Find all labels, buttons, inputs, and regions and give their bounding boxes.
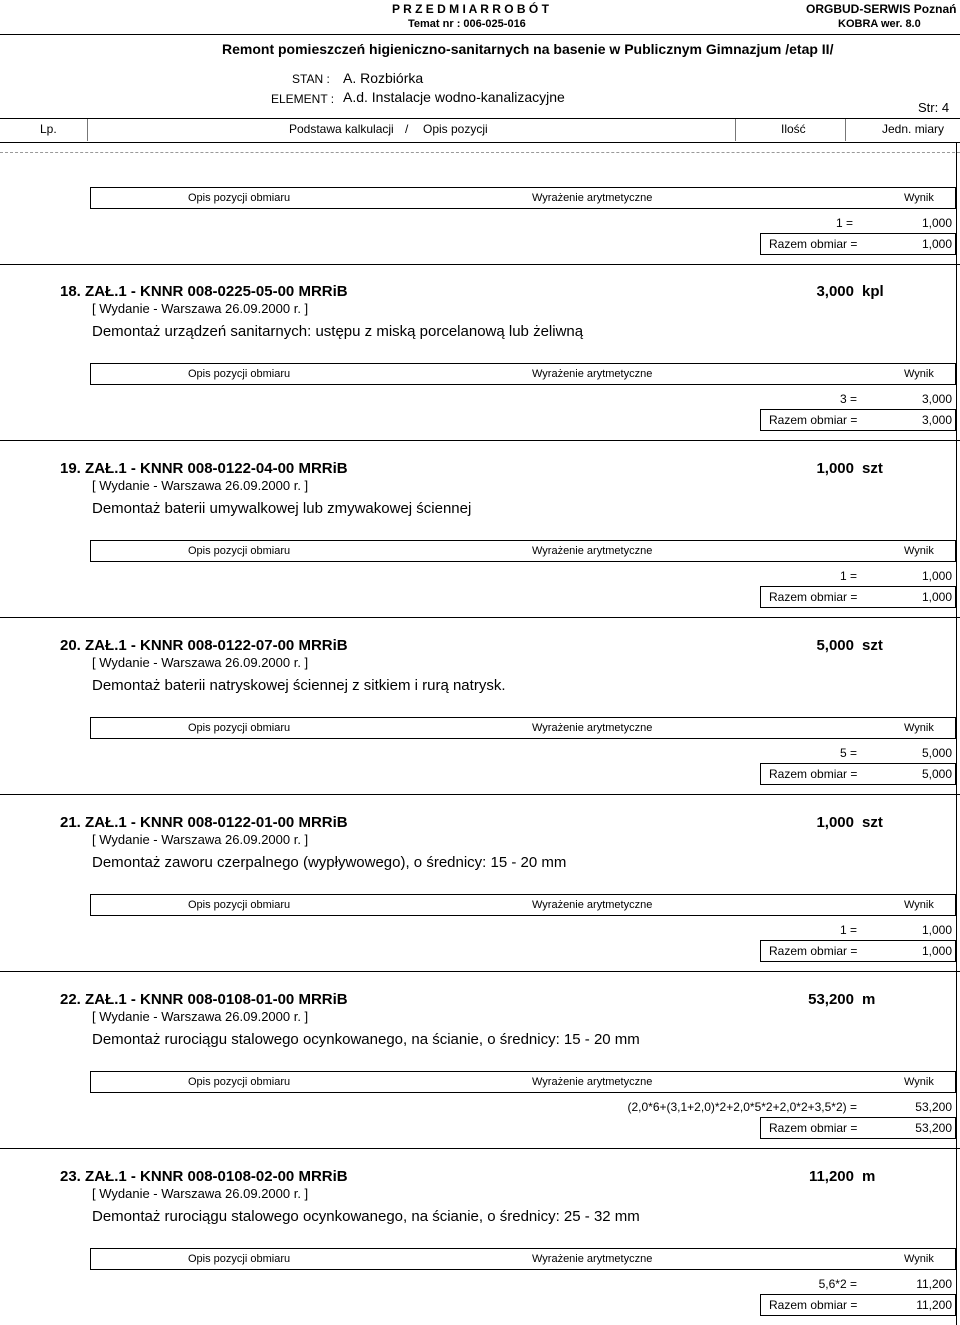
- measurement-result: 5,000: [921, 746, 952, 760]
- item-description: Demontaż rurociągu stalowego ocynkowanego, na ścianie, o średnicy: 25 - 32 mm: [92, 1208, 640, 1225]
- measurement-total-label: Razem obmiar =: [769, 237, 858, 251]
- measurement-result-header: Wynik: [904, 722, 934, 734]
- measurement-expression-header: Wyrażenie arytmetyczne: [532, 1253, 653, 1265]
- item-unit: szt: [862, 814, 883, 831]
- item-edition: [ Wydanie - Warszawa 26.09.2000 r. ]: [92, 1186, 309, 1201]
- item-description: Demontaż urządzeń sanitarnych: ustępu z miską porcelanową lub żeliwną: [92, 323, 584, 340]
- section-separator: [0, 794, 960, 795]
- section-separator: [0, 971, 960, 972]
- item-basis-code: ZAŁ.1 - KNNR 008-0122-07-00 MRRiB: [85, 637, 348, 654]
- measurement-expression: 1 =: [836, 216, 854, 230]
- measurement-total-label: Razem obmiar =: [769, 944, 858, 958]
- measurement-expression: 5 =: [839, 746, 857, 760]
- item-unit: szt: [862, 637, 883, 654]
- section-separator: [0, 440, 960, 441]
- measurement-header: [90, 1071, 956, 1093]
- item-number: 22.: [60, 991, 81, 1008]
- item-quantity: 11,200: [808, 1168, 854, 1185]
- item-edition: [ Wydanie - Warszawa 26.09.2000 r. ]: [92, 655, 309, 670]
- measurement-total-value: 1,000: [921, 590, 952, 604]
- measurement-total-value: 53,200: [915, 1121, 952, 1135]
- section-separator: [0, 264, 960, 265]
- stan-value: A. Rozbiórka: [343, 70, 424, 86]
- item-unit: szt: [862, 460, 883, 477]
- measurement-expression: 1 =: [839, 569, 857, 583]
- header-rule: [0, 34, 960, 35]
- measurement-header: [90, 717, 956, 739]
- measurement-expression: 1 =: [839, 923, 857, 937]
- measurement-total-label: Razem obmiar =: [769, 413, 858, 427]
- measurement-result: 53,200: [915, 1100, 952, 1114]
- item-quantity: 1,000: [816, 814, 854, 831]
- stan-label: STAN :: [292, 72, 330, 86]
- measurement-desc-header: Opis pozycji obmiaru: [188, 899, 291, 911]
- measurement-total-label: Razem obmiar =: [769, 767, 858, 781]
- measurement-header: [90, 1248, 956, 1270]
- section-separator: [0, 617, 960, 618]
- measurement-total-label: Razem obmiar =: [769, 590, 858, 604]
- measurement-header: [90, 894, 956, 916]
- measurement-result-header: Wynik: [904, 545, 934, 557]
- col-slash: /: [405, 122, 409, 136]
- item-edition: [ Wydanie - Warszawa 26.09.2000 r. ]: [92, 1009, 309, 1024]
- item-description: Demontaż baterii umywalkowej lub zmywakowej ściennej: [92, 500, 472, 517]
- measurement-desc-header: Opis pozycji obmiaru: [188, 368, 291, 380]
- col-unit: Jedn. miary: [882, 122, 945, 136]
- col-lp: Lp.: [40, 122, 57, 136]
- measurement-total-value: 3,000: [921, 413, 952, 427]
- page-number: Str: 4: [918, 100, 950, 115]
- software-version: KOBRA wer. 8.0: [838, 18, 921, 30]
- item-edition: [ Wydanie - Warszawa 26.09.2000 r. ]: [92, 301, 309, 316]
- item-number: 19.: [60, 460, 81, 477]
- measurement-expression-header: Wyrażenie arytmetyczne: [532, 545, 653, 557]
- measurement-total-label: Razem obmiar =: [769, 1121, 858, 1135]
- col-divider: [845, 119, 846, 141]
- item-code: [60, 460, 348, 477]
- project-title: Remont pomieszczeń higieniczno-sanitarnych na basenie w Publicznym Gimnazjum /etap II/: [222, 41, 834, 57]
- measurement-header: [90, 363, 956, 385]
- measurement-expression-header: Wyrażenie arytmetyczne: [532, 1076, 653, 1088]
- item-code: [60, 1168, 348, 1185]
- col-quantity: Ilość: [781, 122, 806, 136]
- item-basis-code: ZAŁ.1 - KNNR 008-0108-02-00 MRRiB: [85, 1168, 348, 1185]
- measurement-header: [90, 187, 956, 209]
- item-edition: [ Wydanie - Warszawa 26.09.2000 r. ]: [92, 832, 309, 847]
- measurement-result-header: Wynik: [904, 192, 934, 204]
- measurement-expression-header: Wyrażenie arytmetyczne: [532, 368, 653, 380]
- measurement-result-header: Wynik: [904, 1076, 934, 1088]
- measurement-expression: 3 =: [839, 392, 857, 406]
- col-divider: [87, 119, 88, 141]
- columns-top-rule: [0, 118, 960, 119]
- measurement-total-label: Razem obmiar =: [769, 1298, 858, 1312]
- measurement-total-value: 1,000: [921, 237, 952, 251]
- measurement-total-value: 1,000: [921, 944, 952, 958]
- columns-bottom-rule: [0, 142, 960, 143]
- measurement-expression-header: Wyrażenie arytmetyczne: [532, 722, 653, 734]
- dotted-separator: [0, 152, 960, 153]
- item-basis-code: ZAŁ.1 - KNNR 008-0122-04-00 MRRiB: [85, 460, 348, 477]
- item-code: [60, 637, 348, 654]
- measurement-desc-header: Opis pozycji obmiaru: [188, 1076, 291, 1088]
- item-code: [60, 814, 348, 831]
- item-unit: kpl: [862, 283, 884, 300]
- item-quantity: 1,000: [816, 460, 854, 477]
- measurement-desc-header: Opis pozycji obmiaru: [188, 545, 291, 557]
- measurement-result: 3,000: [921, 392, 952, 406]
- element-value: A.d. Instalacje wodno-kanalizacyjne: [343, 89, 565, 105]
- item-edition: [ Wydanie - Warszawa 26.09.2000 r. ]: [92, 478, 309, 493]
- measurement-expression: 5,6*2 =: [818, 1277, 857, 1291]
- measurement-result-header: Wynik: [904, 1253, 934, 1265]
- item-basis-code: ZAŁ.1 - KNNR 008-0108-01-00 MRRiB: [85, 991, 348, 1008]
- item-code: [60, 283, 348, 300]
- col-basis: Podstawa kalkulacji: [289, 122, 394, 136]
- item-unit: m: [862, 1168, 876, 1185]
- item-number: 23.: [60, 1168, 81, 1185]
- subject-number: Temat nr : 006-025-016: [408, 18, 526, 30]
- measurement-result: 1,000: [921, 569, 952, 583]
- item-description: Demontaż rurociągu stalowego ocynkowanego, na ścianie, o średnicy: 15 - 20 mm: [92, 1031, 640, 1048]
- item-quantity: 53,200: [808, 991, 854, 1008]
- measurement-desc-header: Opis pozycji obmiaru: [188, 192, 291, 204]
- measurement-total-value: 5,000: [921, 767, 952, 781]
- col-description: Opis pozycji: [423, 122, 488, 136]
- item-description: Demontaż baterii natryskowej ściennej z sitkiem i rurą natrysk.: [92, 677, 506, 694]
- measurement-result: 1,000: [921, 216, 952, 230]
- measurement-desc-header: Opis pozycji obmiaru: [188, 722, 291, 734]
- item-basis-code: ZAŁ.1 - KNNR 008-0122-01-00 MRRiB: [85, 814, 348, 831]
- measurement-desc-header: Opis pozycji obmiaru: [188, 1253, 291, 1265]
- item-unit: m: [862, 991, 876, 1008]
- col-divider: [735, 119, 736, 141]
- item-quantity: 5,000: [816, 637, 854, 654]
- measurement-result-header: Wynik: [904, 899, 934, 911]
- measurement-expression: (2,0*6+(3,1+2,0)*2+2,0*5*2+2,0*2+3,5*2) =: [627, 1100, 857, 1114]
- item-quantity: 3,000: [816, 283, 854, 300]
- item-number: 21.: [60, 814, 81, 831]
- measurement-result: 11,200: [916, 1277, 952, 1291]
- element-label: ELEMENT :: [271, 92, 335, 106]
- measurement-expression-header: Wyrażenie arytmetyczne: [532, 899, 653, 911]
- measurement-total-value: 11,200: [916, 1298, 952, 1312]
- section-separator: [0, 1148, 960, 1149]
- company-name: ORGBUD-SERWIS Poznań: [806, 2, 957, 16]
- measurement-result-header: Wynik: [904, 368, 934, 380]
- item-code: [60, 991, 348, 1008]
- item-number: 20.: [60, 637, 81, 654]
- document-type: P R Z E D M I A R R O B Ó T: [392, 2, 549, 16]
- item-description: Demontaż zaworu czerpalnego (wypływowego), o średnicy: 15 - 20 mm: [92, 854, 567, 871]
- item-basis-code: ZAŁ.1 - KNNR 008-0225-05-00 MRRiB: [85, 283, 348, 300]
- measurement-result: 1,000: [921, 923, 952, 937]
- item-number: 18.: [60, 283, 81, 300]
- measurement-expression-header: Wyrażenie arytmetyczne: [532, 192, 653, 204]
- measurement-header: [90, 540, 956, 562]
